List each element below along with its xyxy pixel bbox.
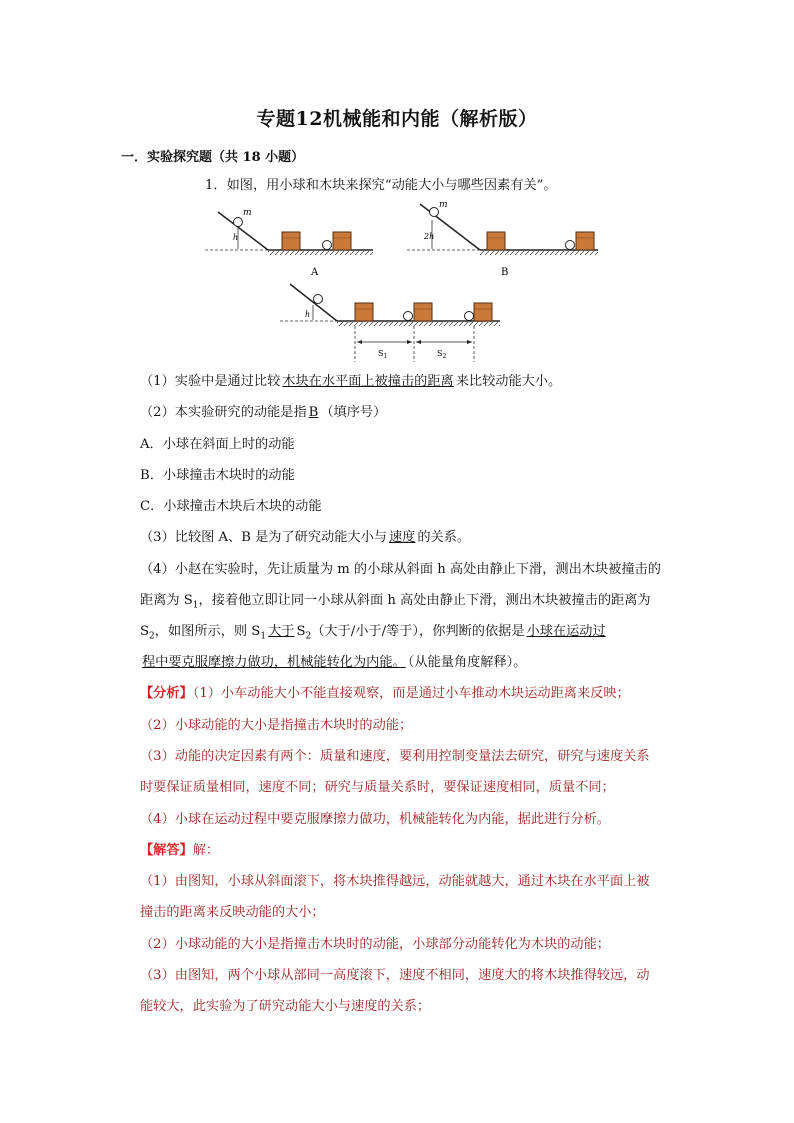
answer-4b: 小球在运动过: [526, 624, 606, 639]
answer-2: B: [308, 405, 319, 420]
question-1-stem: 1．如图，用小球和木块来探究“动能大小与哪些因素有关”。: [205, 178, 557, 193]
label-a: A: [311, 267, 319, 278]
block: [576, 232, 594, 250]
page-title: 专题12机械能和内能（解析版）: [256, 108, 538, 130]
label-m-b: m: [439, 200, 448, 210]
answer-1: 木块在水平面上被撞击的距离: [282, 374, 454, 389]
label-2h-b: 2h: [424, 232, 435, 241]
sub-question-4-line-2: 距离为 $S_1$，接着他立即让同一小球从斜面 h 高处由静止下滑，测出木块被撞击的距离为: [140, 593, 651, 611]
analysis-line-4: （4）小球在运动过程中要克服摩擦力做功，机械能转化为内能，据此进行分析。: [140, 812, 610, 827]
sub-question-4-line-3: $S_2$，如图所示，则 $S_1$ 大于 $S_2$（大于/小于/等于），你判断的依据是 小球在运动过: [140, 624, 606, 642]
sub-question-1: （1）实验中是通过比较 木块在水平面上被撞击的距离 来比较动能大小。: [140, 374, 562, 389]
solution-label: 【解答】: [140, 843, 193, 858]
label-s2: $S_2$: [437, 349, 447, 360]
figure-c: [280, 284, 500, 362]
block: [355, 303, 373, 321]
analysis-line-3a: （3）动能的决定因素有两个：质量和速度，要利用控制变量法去研究，研究与速度关系: [140, 749, 650, 764]
sub-question-2: （2）本实验研究的动能是指 B （填序号）: [140, 405, 387, 420]
answer-4a: 大于: [268, 624, 295, 639]
label-h-a: h: [233, 233, 239, 242]
label-b: B: [501, 267, 509, 278]
option-b: B．小球撞击木块时的动能: [140, 468, 295, 483]
answer-3: 速度: [389, 530, 416, 545]
solution-line-1b: 撞击的距离来反映动能的大小；: [140, 905, 325, 920]
figure-a: [205, 208, 373, 278]
analysis-label: 【分析】: [140, 686, 193, 701]
solution-line-1a: （1）由图知，小球从斜面滚下，将木块推得越远，动能就越大，通过木块在水平面上被: [140, 874, 650, 889]
block: [282, 232, 300, 250]
block: [487, 232, 505, 250]
block: [474, 303, 492, 321]
analysis-line-1: 【分析】（1）小车动能大小不能直接观察，而是通过小车推动木块运动距离来反映；: [140, 686, 630, 701]
sub-question-4-line-4: 程中要克服摩擦力做功，机械能转化为内能。 （从能量角度解释）。: [142, 655, 527, 670]
solution-heading: 【解答】解：: [140, 843, 220, 858]
section-heading: 一．实验探究题（共 18 小题）: [121, 150, 305, 165]
analysis-line-3b: 时要保证质量相同，速度不同；研究与质量关系时，要保证速度相同，质量不同；: [140, 780, 615, 795]
sub-question-3: （3）比较图 A、B 是为了研究动能大小与 速度 的关系。: [140, 530, 471, 545]
analysis-line-2: （2）小球动能的大小是指撞击木块时的动能；: [140, 718, 413, 733]
sub-question-4-line-1: （4）小赵在实验时，先让质量为 m 的小球从斜面 h 高处由静止下滑，测出木块被撞击的: [140, 562, 661, 577]
solution-line-3a: （3）由图知，两个小球从部同一高度滚下，速度不相同，速度大的将木块推得较远，动: [140, 968, 650, 983]
label-h-c: h: [305, 310, 311, 319]
option-c: C．小球撞击木块后木块的动能: [140, 499, 322, 514]
label-s1: $S_1$: [378, 349, 388, 360]
experiment-figure: [0, 200, 794, 370]
solution-line-2: （2）小球动能的大小是指撞击木块时的动能，小球部分动能转化为木块的动能；: [140, 937, 610, 952]
option-a: A．小球在斜面上时的动能: [140, 437, 295, 452]
label-m-a: m: [243, 208, 252, 218]
figure-b: [407, 200, 598, 278]
solution-line-3b: 能较大，此实验为了研究动能大小与速度的关系；: [140, 999, 431, 1014]
block: [414, 303, 432, 321]
block: [333, 232, 351, 250]
